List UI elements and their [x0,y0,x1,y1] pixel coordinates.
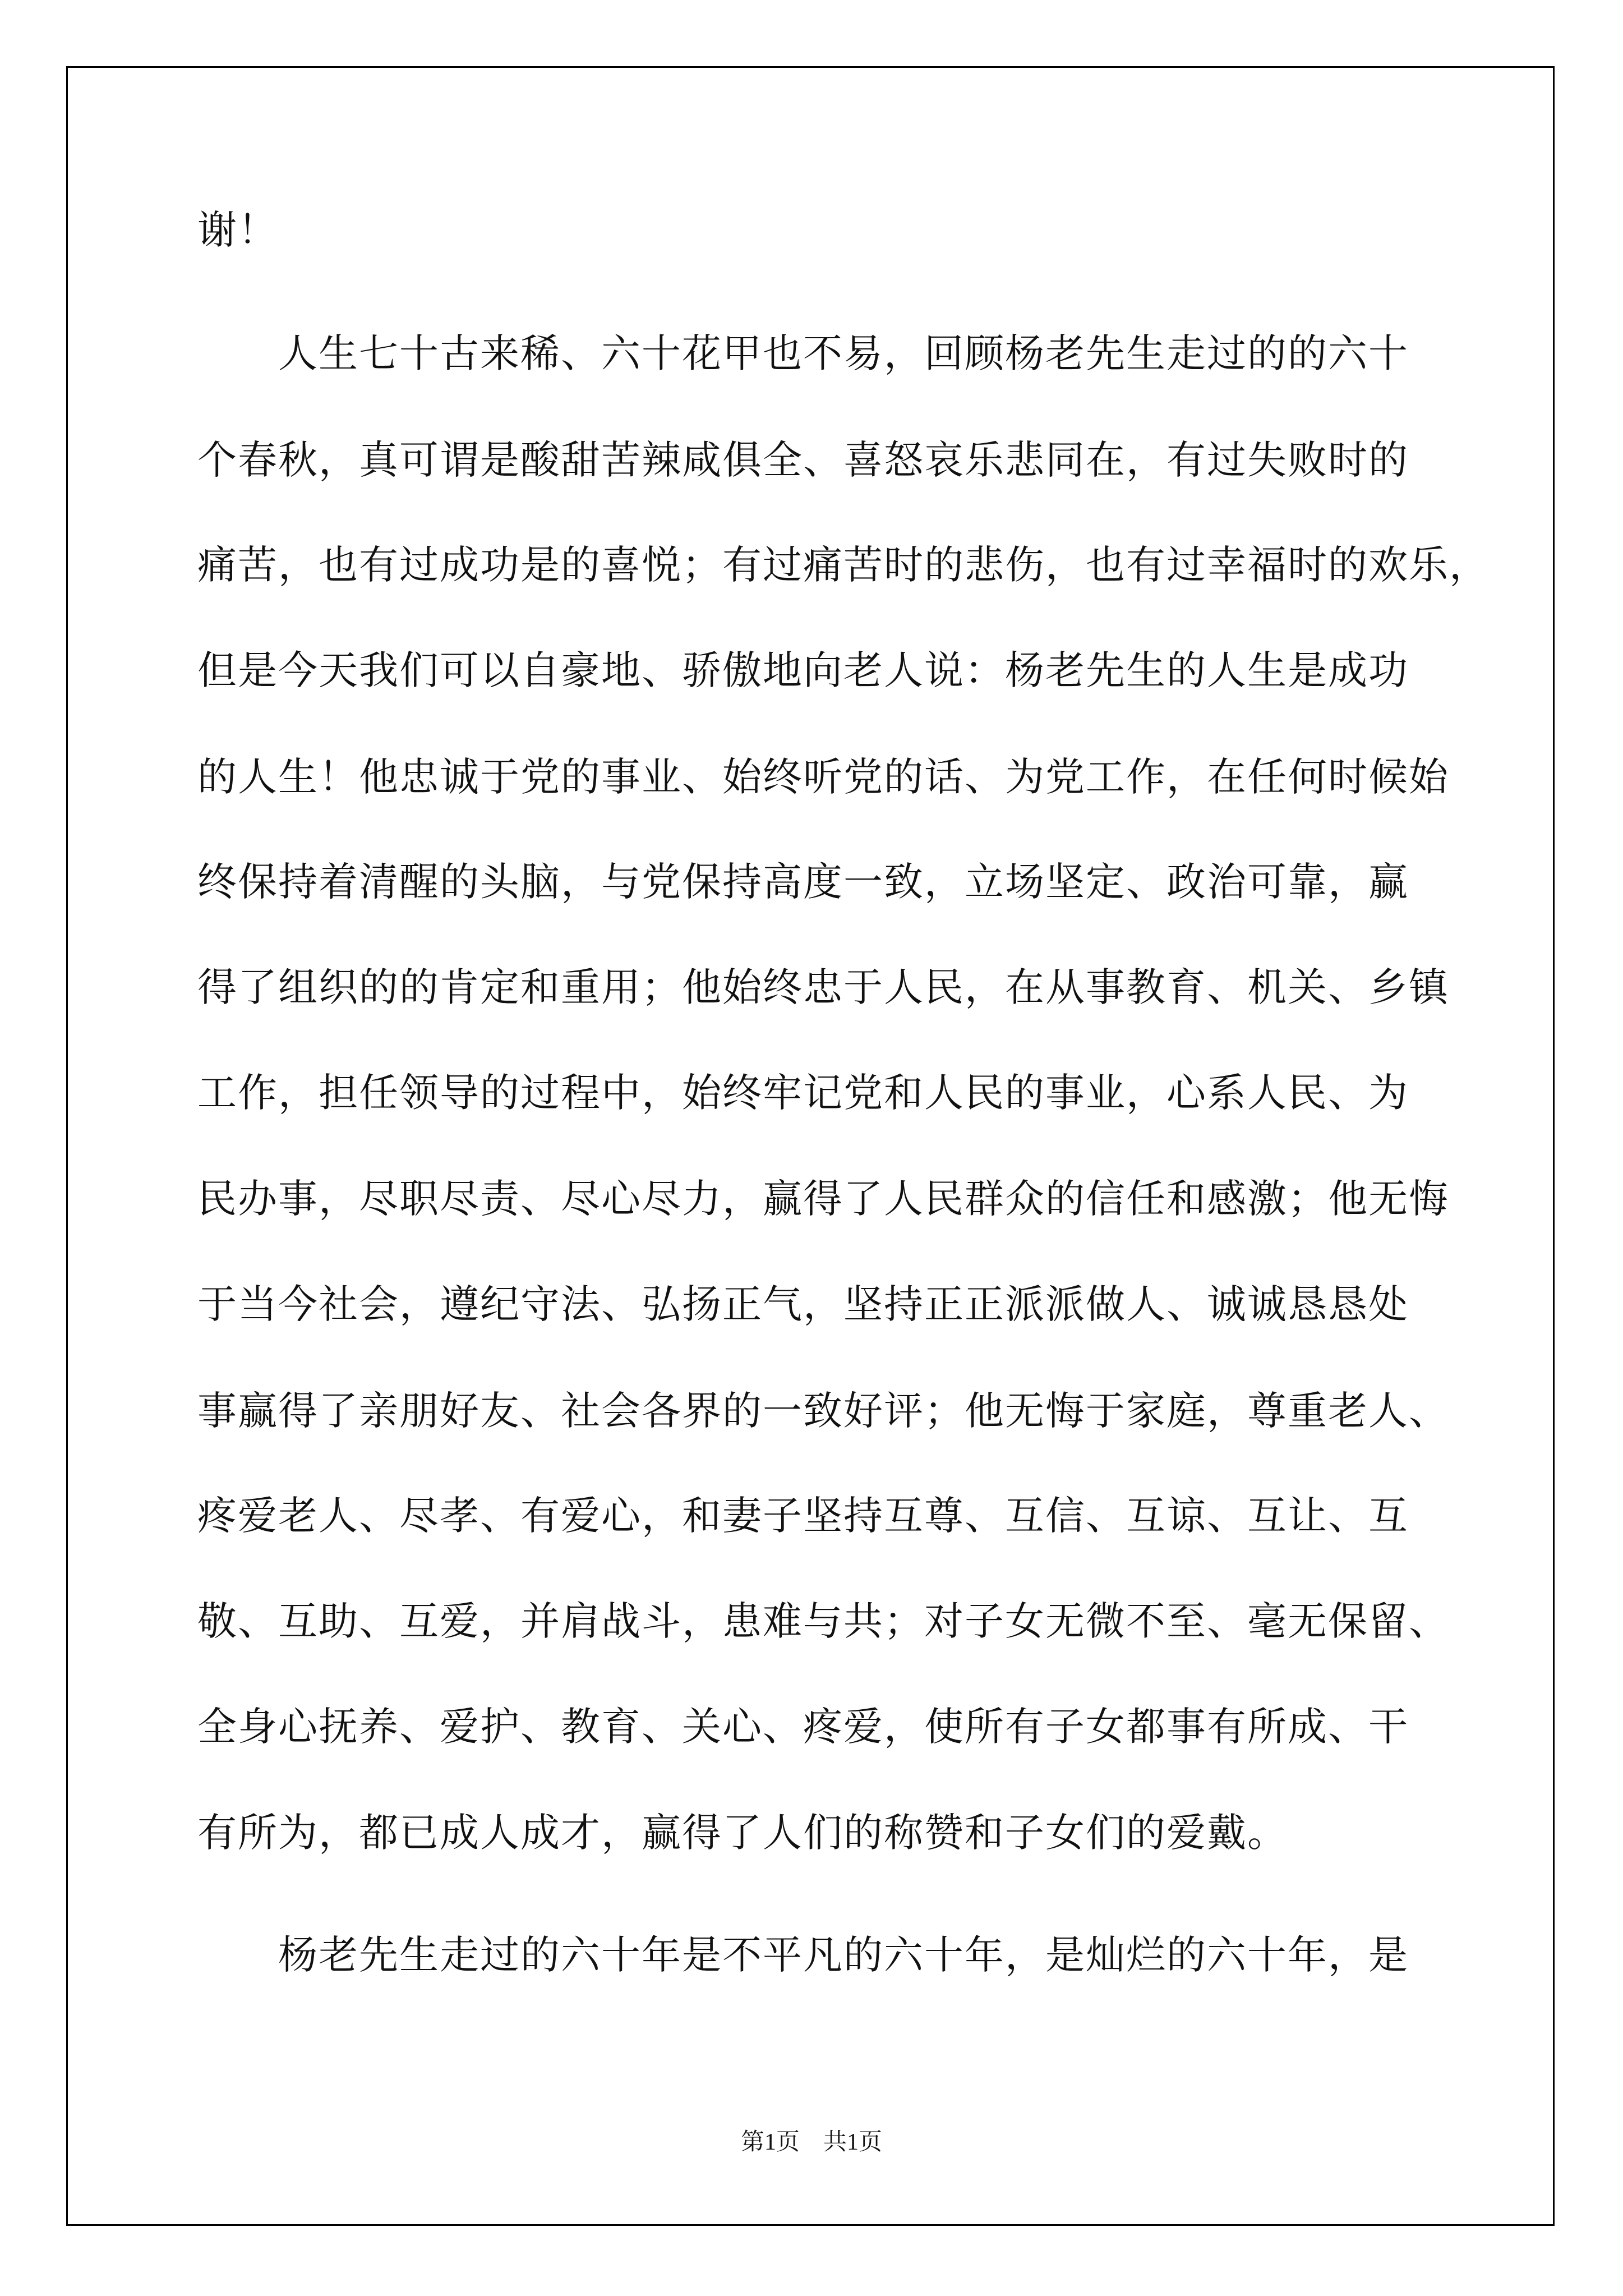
text-line: 敬、互助、互爱，并肩战斗，患难与共；对子女无微不至、毫无保留、 [197,1598,1449,1644]
text-line: 痛苦，也有过成功是的喜悦；有过痛苦时的悲伤，也有过幸福时的欢乐， [197,542,1490,588]
text-line: 但是今天我们可以自豪地、骄傲地向老人说：杨老先生的人生是成功 [197,647,1409,693]
text-line: 人生七十古来稀、六十花甲也不易，回顾杨老先生走过的的六十 [197,330,1409,376]
text-line: 谢！ [197,207,278,253]
text-line: 于当今社会，遵纪守法、弘扬正气，坚持正正派派做人、诚诚恳恳处 [197,1281,1409,1327]
text-line: 全身心抚养、爱护、教育、关心、疼爱，使所有子女都事有所成、干 [197,1704,1409,1750]
text-line: 的人生！他忠诚于党的事业、始终听党的话、为党工作，在任何时候始 [197,754,1449,800]
page-border [66,66,1555,2226]
text-line: 工作，担任领导的过程中，始终牢记党和人民的事业，心系人民、为 [197,1070,1409,1116]
text-line: 事赢得了亲朋好友、社会各界的一致好评；他无悔于家庭，尊重老人、 [197,1388,1449,1434]
text-line: 民办事，尽职尽责、尽心尽力，赢得了人民群众的信任和感激；他无悔 [197,1176,1449,1222]
text-line: 得了组织的的肯定和重用；他始终忠于人民，在从事教育、机关、乡镇 [197,964,1449,1010]
text-line: 终保持着清醒的头脑，与党保持高度一致，立场坚定、政治可靠，赢 [197,859,1409,905]
text-line: 疼爱老人、尽孝、有爱心，和妻子坚持互尊、互信、互谅、互让、互 [197,1493,1409,1539]
text-line: 有所为，都已成人成才，赢得了人们的称赞和子女们的爱戴。 [197,1810,1288,1856]
text-line: 杨老先生走过的六十年是不平凡的六十年，是灿烂的六十年，是 [197,1932,1409,1978]
text-line: 个春秋，真可谓是酸甜苦辣咸俱全、喜怒哀乐悲同在，有过失败时的 [197,437,1409,483]
page-footer: 第1页 共1页 [740,2129,882,2155]
